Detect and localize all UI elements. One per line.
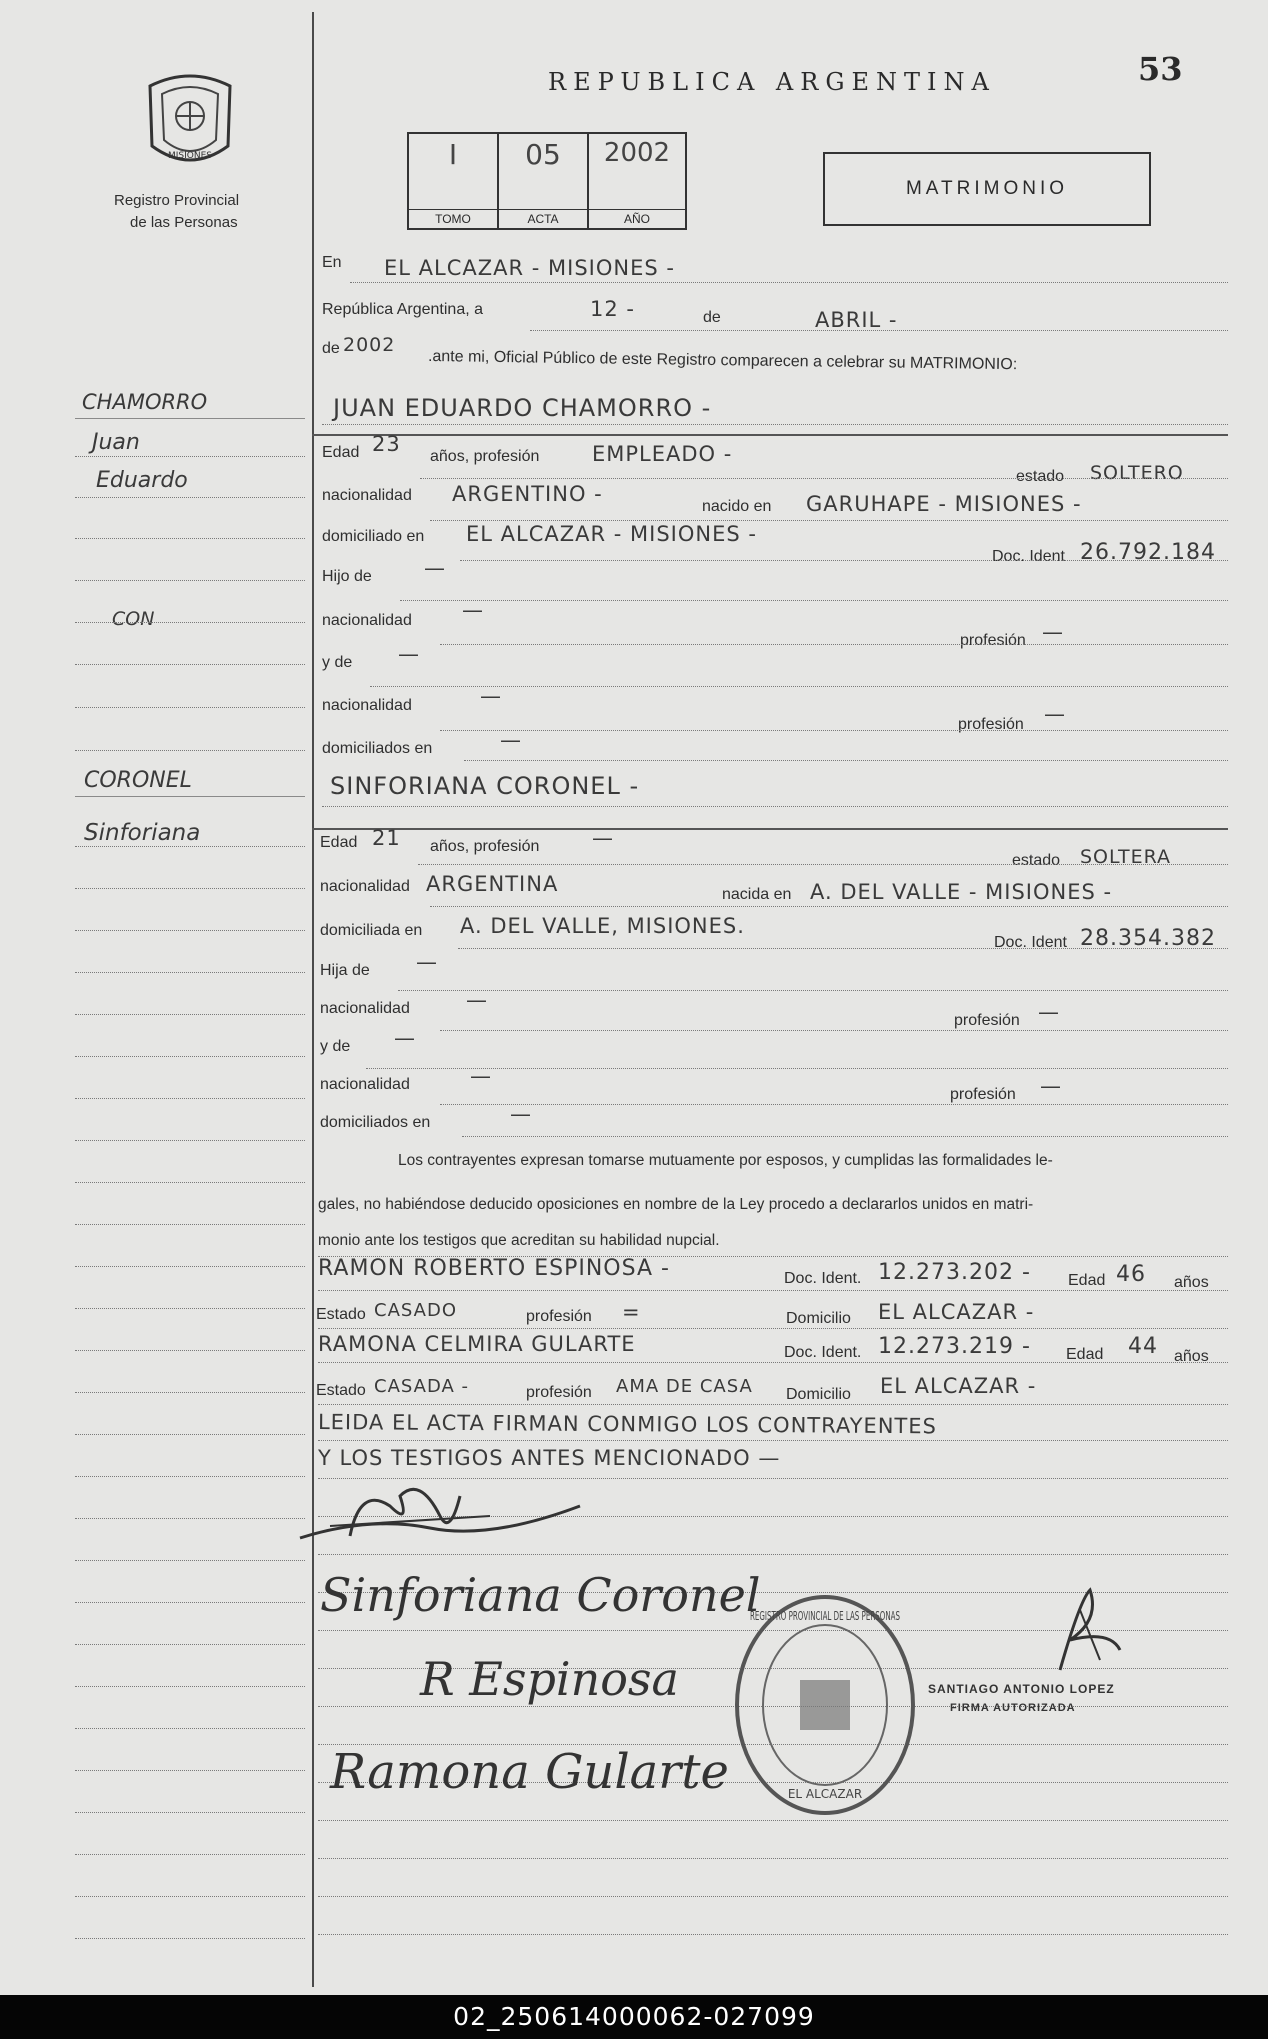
witness2-profesion: AMA DE CASA — [616, 1376, 753, 1397]
bride-estado: SOLTERA — [1080, 846, 1172, 868]
groom-nac2: — — [462, 598, 484, 622]
bride-nacida-label: nacida en — [722, 886, 792, 903]
tomo-cell — [409, 134, 499, 228]
groom-doc-label: Doc. Ident — [992, 548, 1065, 565]
acta-cell — [499, 134, 589, 228]
witness1-edad-label: Edad — [1068, 1272, 1106, 1289]
bride-nac3-label: nacionalidad — [320, 1076, 410, 1093]
groom-nac3: — — [480, 684, 502, 708]
declaration-line1: Los contrayentes expresan tomarse mutuamente por esposos, y cumplidas las formalidades le- — [398, 1152, 1053, 1169]
margin-divider — [312, 12, 314, 1987]
marriage-year: 2002 — [343, 334, 396, 356]
groom-signature-icon — [290, 1476, 590, 1556]
groom-edad-label: Edad — [322, 444, 360, 461]
acta-value: 05 — [525, 138, 561, 171]
bride-full-name: SINFORIANA CORONEL - — [330, 772, 640, 800]
witness1-doc: 12.273.202 - — [878, 1260, 1031, 1285]
marriage-day: 12 - — [590, 297, 635, 321]
witness2-signature: Ramona Gularte — [330, 1744, 729, 1800]
groom-domicilio: EL ALCAZAR - MISIONES - — [466, 522, 757, 546]
groom-hijo: — — [424, 556, 446, 580]
bride-nac3: — — [470, 1064, 492, 1088]
ano-label: AÑO — [589, 209, 685, 226]
de-label: de — [703, 309, 721, 326]
groom-full-name: JUAN EDUARDO CHAMORRO - — [333, 394, 712, 422]
witness1-prof-label: profesión — [526, 1308, 592, 1325]
bride-profesion: — — [592, 826, 614, 850]
groom-anos-label: años, profesión — [430, 448, 540, 465]
bride-prof2: — — [1038, 1000, 1060, 1024]
groom-prof2: — — [1042, 620, 1064, 644]
groom-doms: — — [500, 728, 522, 752]
groom-nacido: GARUHAPE - MISIONES - — [806, 492, 1082, 516]
groom-nac2-label: nacionalidad — [322, 612, 412, 629]
groom-hijo-label: Hijo de — [322, 568, 372, 585]
groom-prof3-label: profesión — [958, 716, 1024, 733]
republica-label: República Argentina, a — [322, 301, 483, 318]
official-name: SANTIAGO ANTONIO LOPEZ — [928, 1682, 1115, 1696]
witness2-estado-label: Estado — [316, 1382, 366, 1399]
record-type: MATRIMONIO — [905, 178, 1069, 199]
ano-value: 2002 — [603, 138, 671, 168]
groom-nac-label: nacionalidad — [322, 487, 412, 504]
scan-footer — [0, 1995, 1268, 2039]
bride-signature: Sinforiana Coronel — [320, 1568, 761, 1622]
declaration-line2: gales, no habiéndose deducido oposiciones en nombre de la Ley procedo a declararlos unidos en matri- — [318, 1196, 1034, 1213]
groom-prof3: — — [1044, 702, 1066, 726]
bride-hija: — — [416, 950, 438, 974]
bride-anos-label: años, profesión — [430, 838, 540, 855]
groom-dom-label: domiciliado en — [322, 528, 425, 545]
groom-yde-label: y de — [322, 654, 353, 671]
bride-nac-label: nacionalidad — [320, 878, 410, 895]
bride-estado-label: estado — [1012, 852, 1061, 869]
groom-doms-label: domiciliados en — [322, 740, 433, 757]
en-label: En — [322, 254, 342, 271]
margin-groom-given2: Eduardo — [96, 468, 188, 493]
intro-statement: .ante mi, Oficial Público de este Registro comparecen a celebrar su MATRIMONIO: — [427, 348, 1018, 374]
official-round-stamp-icon — [730, 1590, 920, 1820]
bride-dom-label: domiciliada en — [320, 922, 423, 939]
groom-nacionalidad: ARGENTINO - — [452, 482, 603, 506]
witness2-doc-label: Doc. Ident. — [784, 1344, 862, 1361]
bride-doms-label: domiciliados en — [320, 1114, 431, 1131]
official-title: FIRMA AUTORIZADA — [950, 1702, 1076, 1714]
closing-line1: LEIDA EL ACTA FIRMAN CONMIGO LOS CONTRAYENTES — [317, 1410, 937, 1439]
groom-doc: 26.792.184 — [1080, 540, 1216, 565]
witness1-dom-label: Domicilio — [786, 1310, 851, 1327]
witness2-edad-label: Edad — [1066, 1346, 1104, 1363]
year-prefix: de — [322, 340, 340, 357]
bride-doms: — — [510, 1102, 532, 1126]
bride-doc: 28.354.382 — [1080, 926, 1216, 951]
witness1-estado-label: Estado — [316, 1306, 366, 1323]
witness2-name: RAMONA CELMIRA GULARTE — [318, 1332, 636, 1356]
bride-hija-label: Hija de — [320, 962, 370, 979]
country-title: REPUBLICA ARGENTINA — [548, 68, 996, 96]
bride-nacida: A. DEL VALLE - MISIONES - — [810, 880, 1113, 904]
bride-yde: — — [394, 1026, 416, 1050]
seal-label: MISIONES — [167, 151, 213, 161]
record-id-box — [407, 132, 687, 230]
groom-estado-label: estado — [1016, 468, 1065, 485]
witness2-doc: 12.273.219 - — [878, 1334, 1031, 1359]
tomo-label: TOMO — [409, 209, 497, 226]
bride-prof3-label: profesión — [950, 1086, 1016, 1103]
groom-edad: 23 — [372, 432, 401, 456]
groom-nac3-label: nacionalidad — [322, 697, 412, 714]
bride-nac2-label: nacionalidad — [320, 1000, 410, 1017]
witness2-domicilio: EL ALCAZAR - — [880, 1374, 1037, 1398]
witness1-profesion: = — [622, 1300, 641, 1324]
coat-of-arms-seal-icon — [140, 66, 240, 176]
witness2-edad: 44 — [1128, 1334, 1158, 1359]
marriage-month: ABRIL - — [815, 308, 898, 332]
witness2-anos-label: años — [1174, 1348, 1209, 1365]
witness1-domicilio: EL ALCAZAR - — [878, 1300, 1035, 1324]
witness1-estado: CASADO — [374, 1300, 457, 1321]
witness2-prof-label: profesión — [526, 1384, 592, 1401]
bride-prof2-label: profesión — [954, 1012, 1020, 1029]
record-type-box — [823, 152, 1151, 226]
witness1-signature: R Espinosa — [420, 1652, 679, 1706]
groom-estado: SOLTERO — [1090, 462, 1184, 484]
registry-name-line2: de las Personas — [130, 214, 238, 231]
scan-code: 02_250614000062-027099 — [453, 2002, 815, 2031]
groom-nacido-label: nacido en — [702, 498, 772, 515]
witness1-anos-label: años — [1174, 1274, 1209, 1291]
bride-nac2: — — [466, 988, 488, 1012]
groom-yde: — — [398, 642, 420, 666]
closing-line2: Y LOS TESTIGOS ANTES MENCIONADO — — [318, 1446, 781, 1470]
stamp-inner-text: EL ALCAZAR — [787, 1787, 863, 1801]
witness1-name: RAMON ROBERTO ESPINOSA - — [318, 1256, 670, 1281]
acta-label: ACTA — [499, 209, 587, 226]
ano-cell — [589, 134, 685, 228]
groom-profesion: EMPLEADO - — [592, 442, 733, 466]
bride-domicilio: A. DEL VALLE, MISIONES. — [460, 914, 745, 938]
bride-edad: 21 — [372, 826, 401, 850]
tomo-value: I — [448, 138, 458, 171]
witness2-estado: CASADA - — [374, 1376, 470, 1397]
margin-bride-given: Sinforiana — [84, 820, 201, 846]
marriage-place: EL ALCAZAR - MISIONES - — [384, 256, 675, 280]
witness2-dom-label: Domicilio — [786, 1386, 851, 1403]
page-number: 53 — [1138, 50, 1183, 88]
witness1-edad: 46 — [1116, 1262, 1146, 1287]
margin-groom-surname: CHAMORRO — [82, 390, 208, 414]
bride-doc-label: Doc. Ident — [994, 934, 1067, 951]
margin-con: CON — [112, 608, 155, 630]
groom-prof2-label: profesión — [960, 632, 1026, 649]
registry-name-line1: Registro Provincial — [114, 192, 240, 209]
bride-yde-label: y de — [320, 1038, 351, 1055]
margin-bride-surname: CORONEL — [84, 768, 192, 793]
margin-groom-given1: Juan — [92, 430, 140, 455]
witness1-doc-label: Doc. Ident. — [784, 1270, 862, 1287]
official-signature-icon — [1030, 1580, 1130, 1680]
declaration-line3: monio ante los testigos que acreditan su habilidad nupcial. — [318, 1232, 720, 1249]
stamp-outer-text: REGISTRO PROVINCIAL DE LAS PERSONAS — [750, 1609, 900, 1623]
bride-prof3: — — [1040, 1074, 1062, 1098]
bride-nacionalidad: ARGENTINA — [426, 872, 559, 896]
bride-edad-label: Edad — [320, 834, 358, 851]
